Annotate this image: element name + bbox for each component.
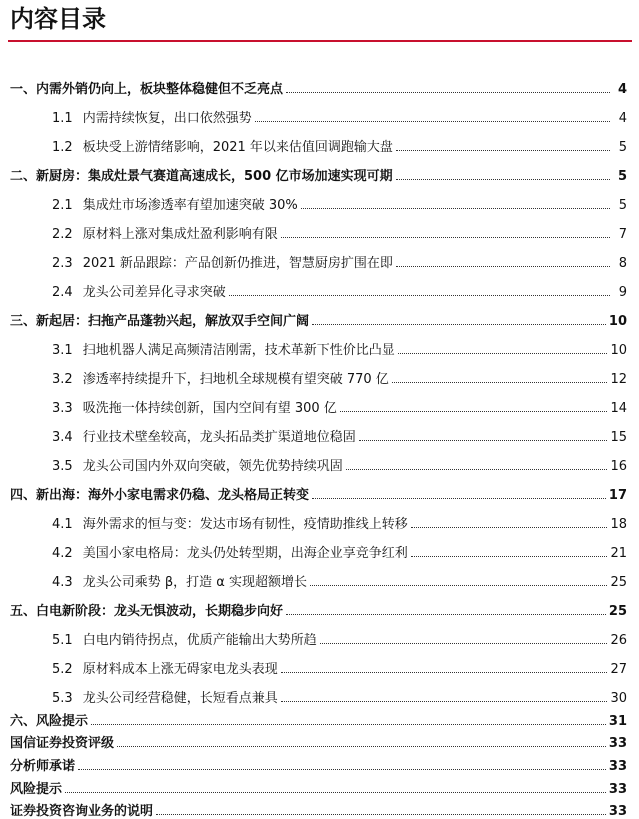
page-number: 7 (618, 227, 627, 242)
toc-item-2-2[interactable] (0, 213, 639, 242)
item-title: 集成灶市场渗透率有望加速突破 30% (82, 198, 298, 213)
toc-item-5-1[interactable] (0, 619, 639, 648)
toc-item-3-2[interactable] (0, 358, 639, 387)
leader-dots (411, 527, 608, 528)
toc-item-4-1[interactable] (0, 503, 639, 532)
page-number: 30 (610, 691, 627, 706)
item-number: 4.1 (52, 517, 73, 532)
item-title: 龙头公司乘势 β，打造 α 实现超额增长 (82, 575, 307, 590)
page-number: 33 (608, 804, 627, 819)
page-number: 16 (610, 459, 627, 474)
toc-item-2-3[interactable] (0, 242, 639, 271)
leader-dots (91, 724, 606, 725)
section-title: 风险提示 (10, 781, 63, 797)
page-number: 9 (618, 285, 627, 300)
page-number: 10 (608, 314, 627, 329)
section-title: 国信证券投资评级 (10, 736, 115, 752)
item-title: 龙头公司差异化寻求突破 (82, 285, 226, 300)
section-number: 一、 (10, 82, 37, 97)
item-title: 2021 新品跟踪：产品创新仍推进，智慧厨房扩围在即 (82, 256, 393, 271)
item-number: 5.3 (52, 691, 73, 706)
item-number: 3.4 (52, 430, 73, 445)
toc-item-4-2[interactable] (0, 532, 639, 561)
page-number: 31 (608, 713, 627, 729)
item-number: 2.3 (52, 256, 73, 271)
section-number: 四、 (10, 488, 37, 503)
leader-dots (281, 701, 608, 702)
toc-item-2-1[interactable] (0, 184, 639, 213)
page-number: 26 (610, 633, 627, 648)
item-number: 2.4 (52, 285, 73, 300)
leader-dots (286, 614, 606, 615)
item-title: 行业技术壁垒较高，龙头拓品类扩渠道地位稳固 (82, 430, 356, 445)
page-number: 4 (618, 111, 627, 126)
toc-advisory-statement[interactable] (0, 797, 639, 819)
item-number: 2.2 (52, 227, 73, 242)
leader-dots (340, 411, 608, 412)
leader-dots (255, 121, 610, 122)
item-number: 3.5 (52, 459, 73, 474)
toc-section-5[interactable] (0, 590, 639, 619)
title-divider (8, 40, 632, 42)
leader-dots (312, 498, 606, 499)
item-title: 龙头公司经营稳健，长短看点兼具 (82, 691, 278, 706)
toc-item-4-3[interactable] (0, 561, 639, 590)
leader-dots (281, 672, 608, 673)
page-number: 25 (610, 575, 627, 590)
page-title: 内容目录 (10, 5, 106, 33)
leader-dots (396, 266, 610, 267)
toc-item-3-4[interactable] (0, 416, 639, 445)
page-number: 5 (618, 198, 627, 213)
toc-item-5-3[interactable] (0, 677, 639, 706)
item-number: 4.2 (52, 546, 73, 561)
item-title: 原材料成本上涨无碍家电龙头表现 (82, 662, 278, 677)
page-number: 21 (610, 546, 627, 561)
item-number: 3.3 (52, 401, 73, 416)
item-title: 板块受上游情绪影响，2021 年以来估值回调跑输大盘 (82, 140, 393, 155)
page-number: 5 (618, 140, 627, 155)
item-number: 3.1 (52, 343, 73, 358)
leader-dots (310, 585, 608, 586)
item-number: 1.2 (52, 140, 73, 155)
section-title: 内需外销仍向上，板块整体稳健但不乏亮点 (36, 82, 284, 97)
item-title: 海外需求的恒与变：发达市场有韧性，疫情助推线上转移 (82, 517, 408, 532)
toc-item-3-1[interactable] (0, 329, 639, 358)
leader-dots (392, 382, 608, 383)
leader-dots (396, 179, 610, 180)
page-number: 33 (608, 781, 627, 797)
toc-item-2-4[interactable] (0, 271, 639, 300)
leader-dots (398, 353, 608, 354)
toc-section-3[interactable] (0, 300, 639, 329)
page-number: 17 (608, 488, 627, 503)
toc-section-1[interactable] (0, 68, 639, 97)
item-title: 吸洗拖一体持续创新，国内空间有望 300 亿 (82, 401, 337, 416)
item-title: 白电内销待拐点，优质产能输出大势所趋 (82, 633, 317, 648)
page-number: 8 (618, 256, 627, 271)
page-number: 18 (610, 517, 627, 532)
item-number: 5.1 (52, 633, 73, 648)
page-number: 12 (610, 372, 627, 387)
leader-dots (359, 440, 608, 441)
leader-dots (301, 208, 610, 209)
page-number: 14 (610, 401, 627, 416)
leader-dots (346, 469, 608, 470)
leader-dots (156, 814, 606, 815)
toc-risk-notice[interactable] (0, 774, 639, 797)
leader-dots (65, 792, 606, 793)
item-number: 5.2 (52, 662, 73, 677)
leader-dots (312, 324, 606, 325)
leader-dots (396, 150, 610, 151)
toc-item-1-1[interactable] (0, 97, 639, 126)
leader-dots (281, 237, 610, 238)
section-title: 六、风险提示 (10, 713, 89, 729)
section-title: 白电新阶段：龙头无惧波动，长期稳步向好 (36, 604, 284, 619)
page-number: 5 (617, 169, 627, 184)
leader-dots (78, 769, 606, 770)
item-title: 渗透率持续提升下，扫地机全球规模有望突破 770 亿 (82, 372, 389, 387)
page-number: 10 (610, 343, 627, 358)
page-number: 15 (610, 430, 627, 445)
page-number: 33 (608, 736, 627, 752)
item-title: 美国小家电格局：龙头仍处转型期，出海企业享竞争红利 (82, 546, 408, 561)
section-number: 三、 (10, 314, 37, 329)
leader-dots (229, 295, 610, 296)
item-title: 内需持续恢复，出口依然强势 (82, 111, 252, 126)
toc-item-3-5[interactable] (0, 445, 639, 474)
page-number: 4 (617, 82, 627, 97)
toc-item-3-3[interactable] (0, 387, 639, 416)
toc-section-6[interactable] (0, 706, 639, 729)
page-number: 33 (608, 759, 627, 775)
toc-section-4[interactable] (0, 474, 639, 503)
toc-item-1-2[interactable] (0, 126, 639, 155)
toc-section-2[interactable] (0, 155, 639, 184)
leader-dots (286, 92, 610, 93)
item-number: 4.3 (52, 575, 73, 590)
section-title: 新厨房：集成灶景气赛道高速成长，500 亿市场加速实现可期 (36, 169, 393, 184)
item-number: 2.1 (52, 198, 73, 213)
item-number: 1.1 (52, 111, 73, 126)
toc-analyst-pledge[interactable] (0, 751, 639, 774)
page-number: 27 (610, 662, 627, 677)
section-number: 二、 (10, 169, 37, 184)
item-title: 龙头公司国内外双向突破，领先优势持续巩固 (82, 459, 343, 474)
item-title: 扫地机器人满足高频清洁刚需，技术革新下性价比凸显 (82, 343, 395, 358)
item-title: 原材料上涨对集成灶盈利影响有限 (82, 227, 278, 242)
leader-dots (320, 643, 608, 644)
leader-dots (411, 556, 608, 557)
section-number: 五、 (10, 604, 37, 619)
toc-rating-standards[interactable] (0, 729, 639, 752)
item-number: 3.2 (52, 372, 73, 387)
section-title: 新出海：海外小家电需求仍稳、龙头格局正转变 (36, 488, 310, 503)
table-of-contents (0, 68, 639, 819)
leader-dots (117, 746, 606, 747)
page-number: 25 (608, 604, 627, 619)
section-title: 证券投资咨询业务的说明 (10, 804, 154, 819)
section-title: 新起居：扫拖产品蓬勃兴起，解放双手空间广阔 (36, 314, 310, 329)
toc-item-5-2[interactable] (0, 648, 639, 677)
section-title: 分析师承诺 (10, 759, 76, 775)
